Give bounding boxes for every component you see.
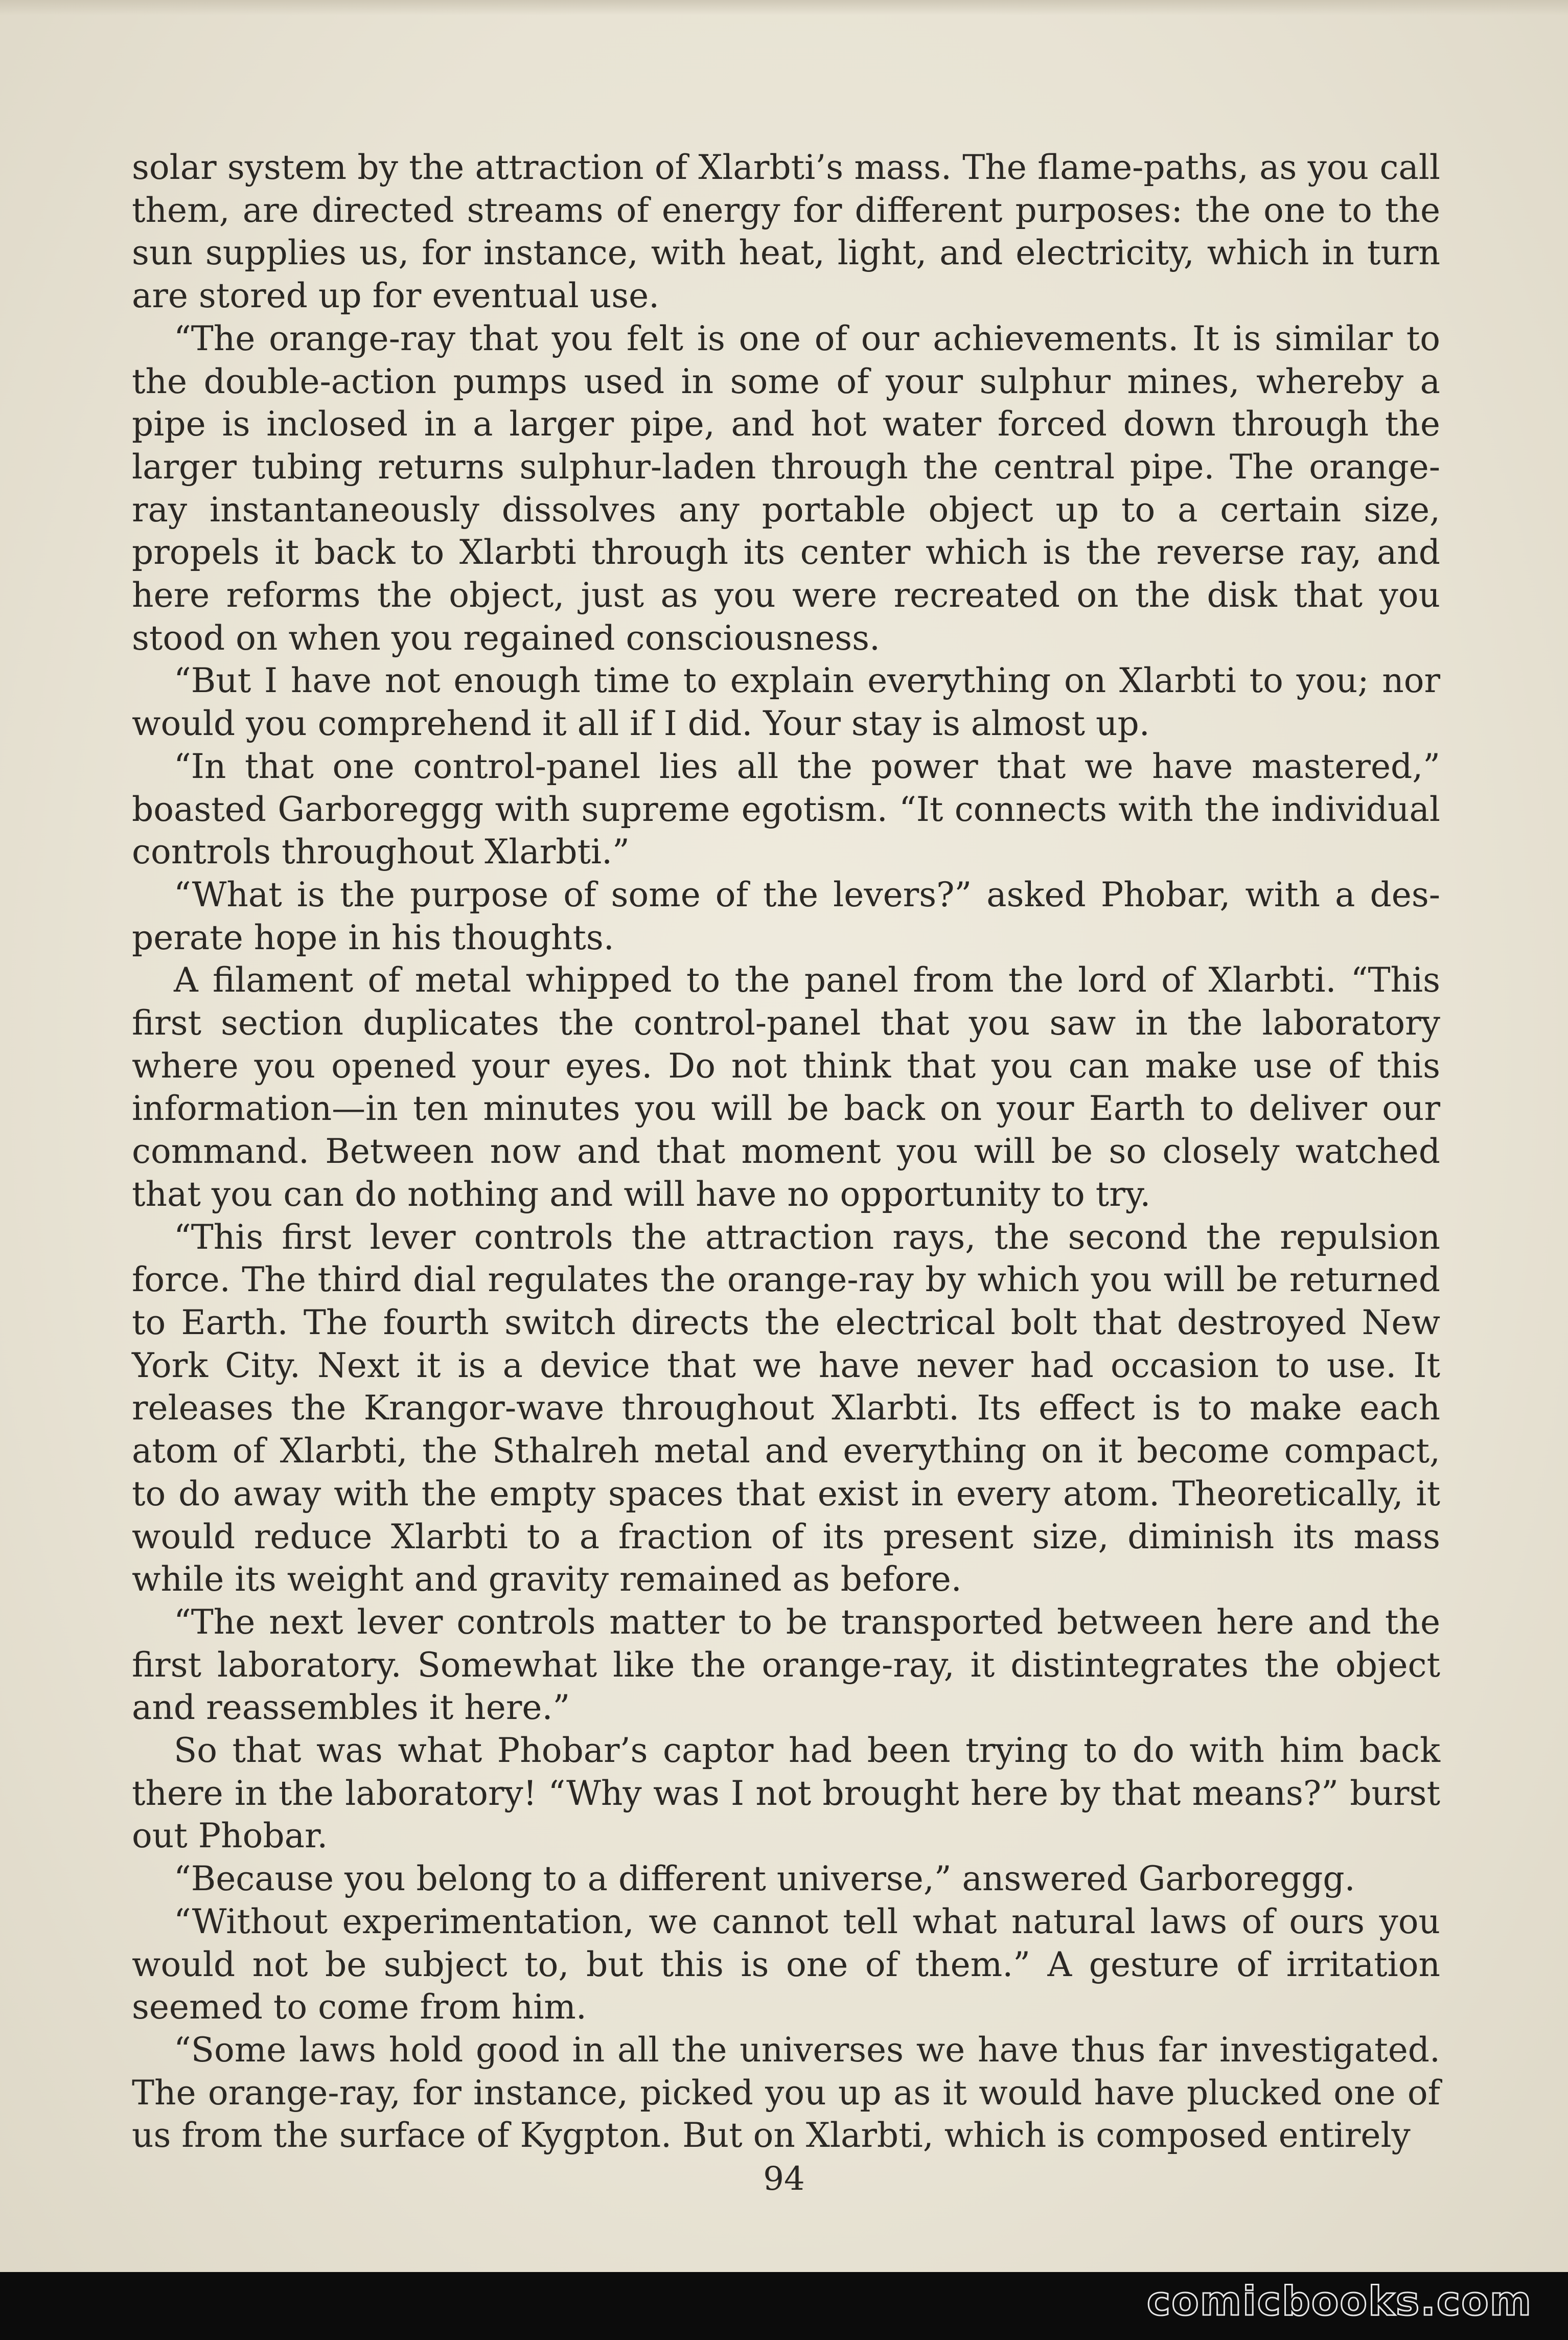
paragraph: “What is the purpose of some of the levers?” asked Phobar, with a desperate hope in his thoughts. (132, 875, 1440, 957)
paragraph: “Some laws hold good in all the universes we have thus far investigated. The orange-ray, for instance, picked you up as it would have plucked one of us from the surface of Kygpton. But on Xlarbti, which is composed entirely (132, 2030, 1440, 2155)
body-text (132, 146, 1440, 2157)
paragraph: “But I have not enough time to explain everything on Xlarbti to you; nor would you comprehend it all if I did. Your stay is almost up. (132, 661, 1440, 744)
paragraph: “This first lever controls the attraction rays, the second the repulsion force. The third dial regulates the orange-ray by which you will be returned to Earth. The fourth switch directs the electrical bolt that destroyed New York City. Next it is a device that we have never had occasion to use. It releases the Krangor-wave throughout Xlarbti. Its effect is to make each atom of Xlarbti, the Sthalreh metal and everything on it become compact, to do away with the empty spaces that exist in every atom. Theoretically, it would reduce Xlarbti to a fraction of its present size, diminish its mass while its weight and gravity remained as before. (132, 1217, 1440, 1599)
paragraph: “The next lever controls matter to be transported between here and the first laboratory. Somewhat like the orange-ray, it distintegrates the object and reassembles it here.” (132, 1602, 1440, 1728)
watermark-logo: comicbooks.com (1146, 2279, 1532, 2325)
paragraph: solar system by the attraction of Xlarbti’s mass. The flame-paths, as you call them, are directed streams of energy for different purposes: the one to the sun supplies us, for instance, with heat, light, and electricity, which in turn are stored up for eventual use. (132, 148, 1440, 316)
paragraph: A filament of metal whipped to the panel from the lord of Xlarbti. “This first section duplicates the control-panel that you saw in the laboratory where you opened your eyes. Do not think that you can make use of this information—in ten minutes you will be back on your Earth to deliver our command. Between now and that moment you will be so closely watched that you can do nothing and will have no opportunity to try. (132, 960, 1440, 1214)
paragraph: “The orange-ray that you felt is one of our achievements. It is similar to the double-action pumps used in some of your sulphur mines, whereby a pipe is inclosed in a larger pipe, and hot water forced down through the larger tubing returns sulphur-laden through the central pipe. The orange-ray instantaneously dissolves any portable object up to a certain size, propels it back to Xlarbti through its center which is the reverse ray, and here reforms the object, just as you were recreated on the disk that you stood on when you regained consciousness. (132, 318, 1440, 658)
paragraph: “In that one control-panel lies all the power that we have mastered,” boasted Garboreggg with supreme egotism. “It connects with the individual controls throughout Xlarbti.” (132, 746, 1440, 872)
page-top-edge (0, 0, 1568, 15)
paragraph: So that was what Phobar’s captor had been trying to do with him back there in the laboratory! “Why was I not brought here by that means?” burst out Phobar. (132, 1731, 1440, 1856)
paragraph: “Without experimentation, we cannot tell what natural laws of ours you would not be subject to, but this is one of them.” A gesture of irritation seemed to come from him. (132, 1901, 1440, 2027)
paragraph: “Because you belong to a different universe,” answered Garboreggg. (174, 1859, 1355, 1899)
page-number: 94 (763, 2160, 805, 2198)
